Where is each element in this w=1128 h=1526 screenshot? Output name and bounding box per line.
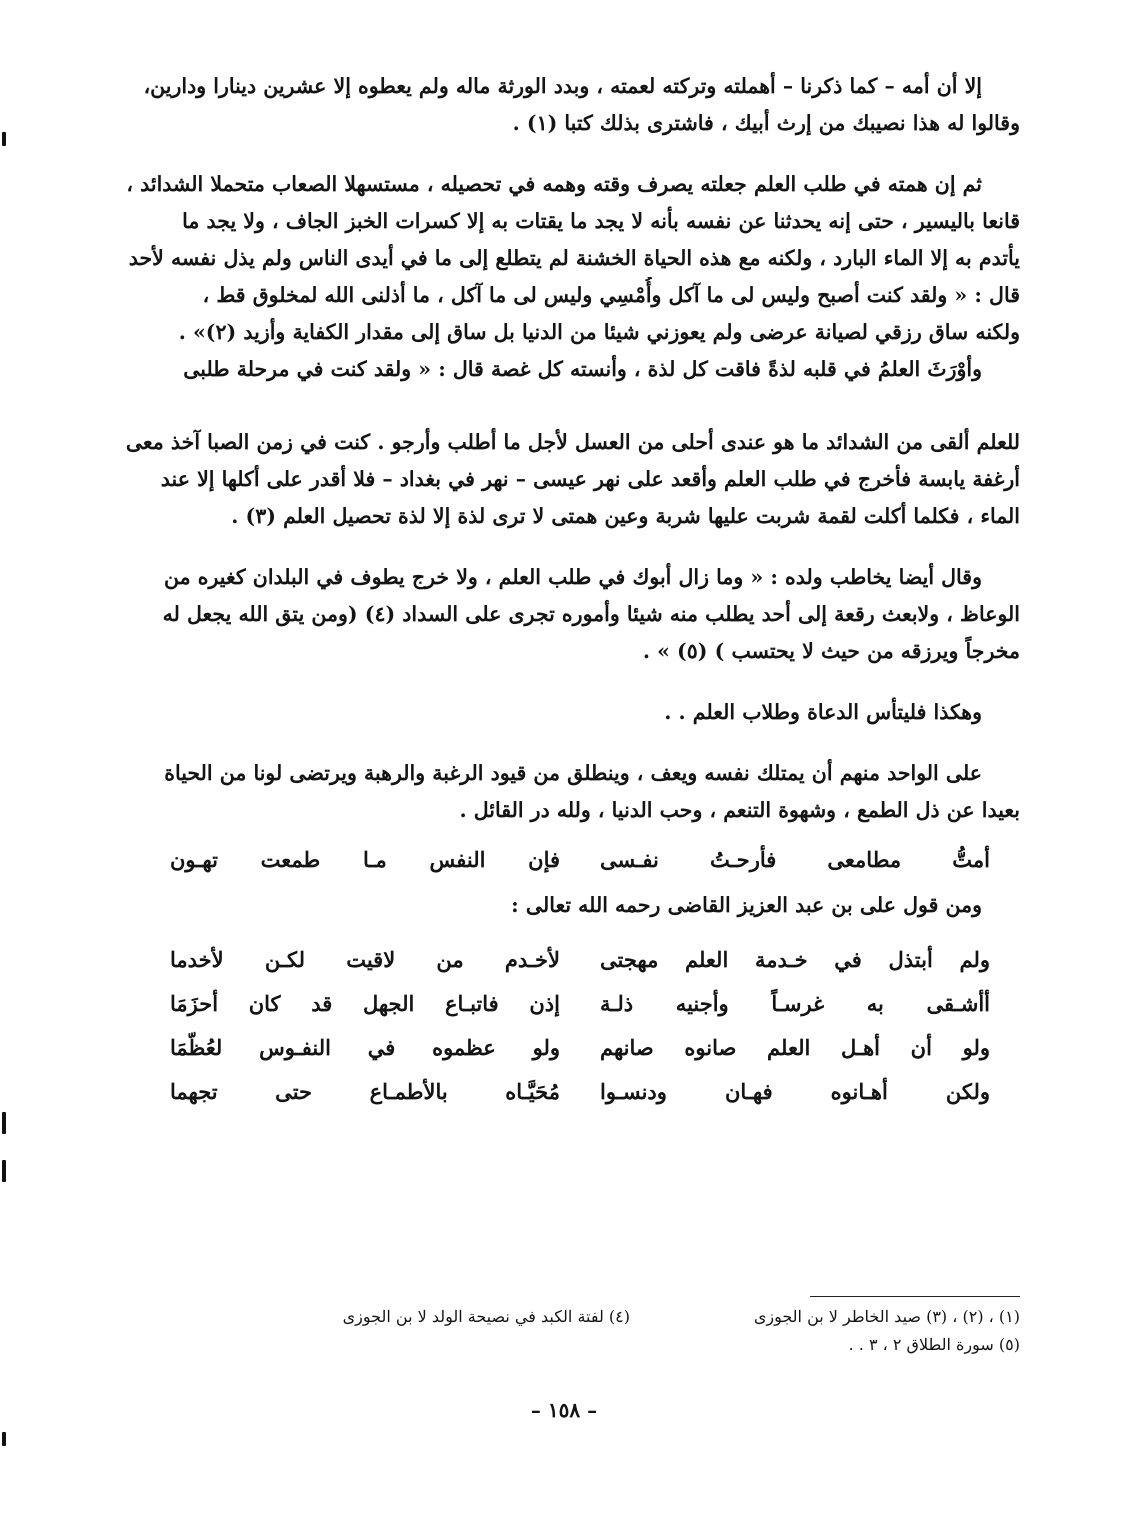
verse-block-1 (100, 837, 1020, 883)
text-line: إلا أن أمه – كما ذكرنا – أهملته وتركته لعمته ، وبدد الورثة ماله ولم يعطوه إلا عشرين دينارا ودارين، (143, 74, 982, 98)
scan-edge-mark (2, 1160, 6, 1182)
scan-edge-mark (2, 1432, 6, 1446)
footnote-5: (٥) سورة الطلاق ٢ ، ٣ . . (848, 1335, 1020, 1354)
paragraph-6 (100, 755, 1020, 829)
verse-first-hemistich: ولم أبتذل في خـدمة العلم مهجتى (600, 947, 990, 972)
text-line: أرغفة يابسة فأخرج في طلب العلم وأقعد على نهر عيسى – نهر في بغداد – فلا أقدر على أكلها إلا عند (160, 467, 1020, 491)
text-line: للعلم ألقى من الشدائد ما هو عندى أحلى من العسل لأجل ما أطلب وأرجو . كنت في زمن الصبا آخذ معى (125, 430, 1020, 454)
paragraph-4 (100, 559, 1020, 670)
text-line: على الواحد منهم أن يمتلك نفسه ويعف ، وينطلق من قيود الرغبة والرهبة ويرتضى لونا من الحياة (164, 761, 982, 785)
verse-line (170, 1070, 990, 1114)
footnote-separator (810, 1296, 1020, 1297)
paragraph-7 (100, 887, 1020, 924)
text-line: مخرجاً ويرزقه من حيث لا يحتسب ) (٥) » . (642, 639, 1020, 663)
paragraph-5 (100, 694, 1020, 731)
verse-line (170, 982, 990, 1026)
verse-block-2 (100, 938, 1020, 1114)
verse-line (170, 938, 990, 982)
verse-second-hemistich: فإن النفس مـا طمعت تهـون (170, 847, 560, 872)
verse-second-hemistich: ولو عظموه في النفـوس لعُظّمَا (170, 1035, 560, 1060)
text-line: ثم إن همته في طلب العلم جعلته يصرف وقته وهمه في تحصيله ، مستسهلا الصعاب متحملا الشدائد ، (126, 172, 982, 196)
verse-first-hemistich: أمتُّ مطامعى فأرحـتُ نفـسى (600, 847, 990, 872)
verse-second-hemistich: إذن فاتبـاع الجهل قد كان أحزَمَا (170, 991, 560, 1016)
paragraph-1 (100, 68, 1020, 142)
verse-first-hemistich: ولكن أهـانوه فهـان ودنسـوا (600, 1079, 990, 1104)
text-line: وقالوا له هذا نصيبك من إرث أبيك ، فاشترى بذلك كتبا (١) . (512, 111, 1020, 135)
page-body (100, 68, 1020, 1114)
text-line: يأتدم به إلا الماء البارد ، ولكنه مع هذه الحياة الخشنة لم يتطلع إلى ما في أيدى الناس ولم يذل نفسه لأحد (128, 246, 1020, 270)
footnote-1-3: (١) ، (٢) ، (٣) صيد الخاطر لا بن الجوزى (753, 1307, 1020, 1326)
text-line: وأوْرَثَ العلمُ في قلبه لذةً فاقت كل لذة ، وأنسته كل غصة قال : « ولقد كنت في مرحلة طلبى (183, 357, 982, 381)
footnote-row (100, 1331, 1020, 1359)
verse-first-hemistich: ولو أن أهـل العلم صانوه صانهم (600, 1035, 990, 1060)
text-line: وقال أيضا يخاطب ولده : « وما زال أبوك في طلب العلم ، ولا خرج يطوف في البلدان كغيره من (164, 565, 982, 589)
text-line: ومن قول على بن عبد العزيز القاضى رحمه الله تعالى : (511, 893, 982, 917)
text-line: قانعا باليسير ، حتى إنه يحدثنا عن نفسه بأنه لا يجد ما يقتات به إلا كسرات الخبز الجاف ، ولا يجد ما (182, 209, 1020, 233)
scan-edge-mark (2, 1112, 6, 1134)
verse-line (170, 1026, 990, 1070)
footnote-row (100, 1303, 1020, 1331)
text-line: الماء ، فكلما أكلت لقمة شربت عليها شربة وعين همتى لا ترى لذة إلا لذة تحصيل العلم (٣) . (231, 504, 1020, 528)
verse-line (170, 837, 990, 883)
footnote-4: (٤) لفتة الكبد في نصيحة الولد لا بن الجوزى (342, 1307, 630, 1326)
verse-second-hemistich: لأخـدم من لاقيت لكـن لأخدما (170, 947, 560, 972)
scan-edge-mark (2, 132, 6, 146)
footnotes (100, 1296, 1020, 1359)
paragraph-2 (100, 166, 1020, 388)
text-line: الوعاظ ، ولابعث رقعة إلى أحد يطلب منه شيئا وأموره تجرى على السداد (٤) (ومن يتق الله يجعل له (162, 602, 1020, 626)
text-line: بعيدا عن ذل الطمع ، وشهوة التنعم ، وحب الدنيا ، ولله در القائل . (459, 798, 1020, 822)
verse-second-hemistich: مُحَيَّـاه بالأطمـاع حتى تجهما (170, 1079, 560, 1104)
text-line: وهكذا فليتأس الدعاة وطلاب العلم . . (664, 700, 982, 724)
text-line: قال : « ولقد كنت أصبح وليس لى ما آكل وأُمْسِي وليس لى ما آكل ، ما أذلنى الله لمخلوق قط ، (202, 283, 1020, 307)
paragraph-3 (100, 424, 1020, 535)
verse-first-hemistich: أأشـقى به غرسـاً وأجنيه ذلـة (600, 991, 990, 1016)
page-number: – ١٥٨ – (530, 1398, 598, 1422)
text-line: ولكنه ساق رزقي لصيانة عرضى ولم يعوزني شيئا من الدنيا بل ساق إلى مقدار الكفاية وأزيد (٢)» . (178, 320, 1020, 344)
